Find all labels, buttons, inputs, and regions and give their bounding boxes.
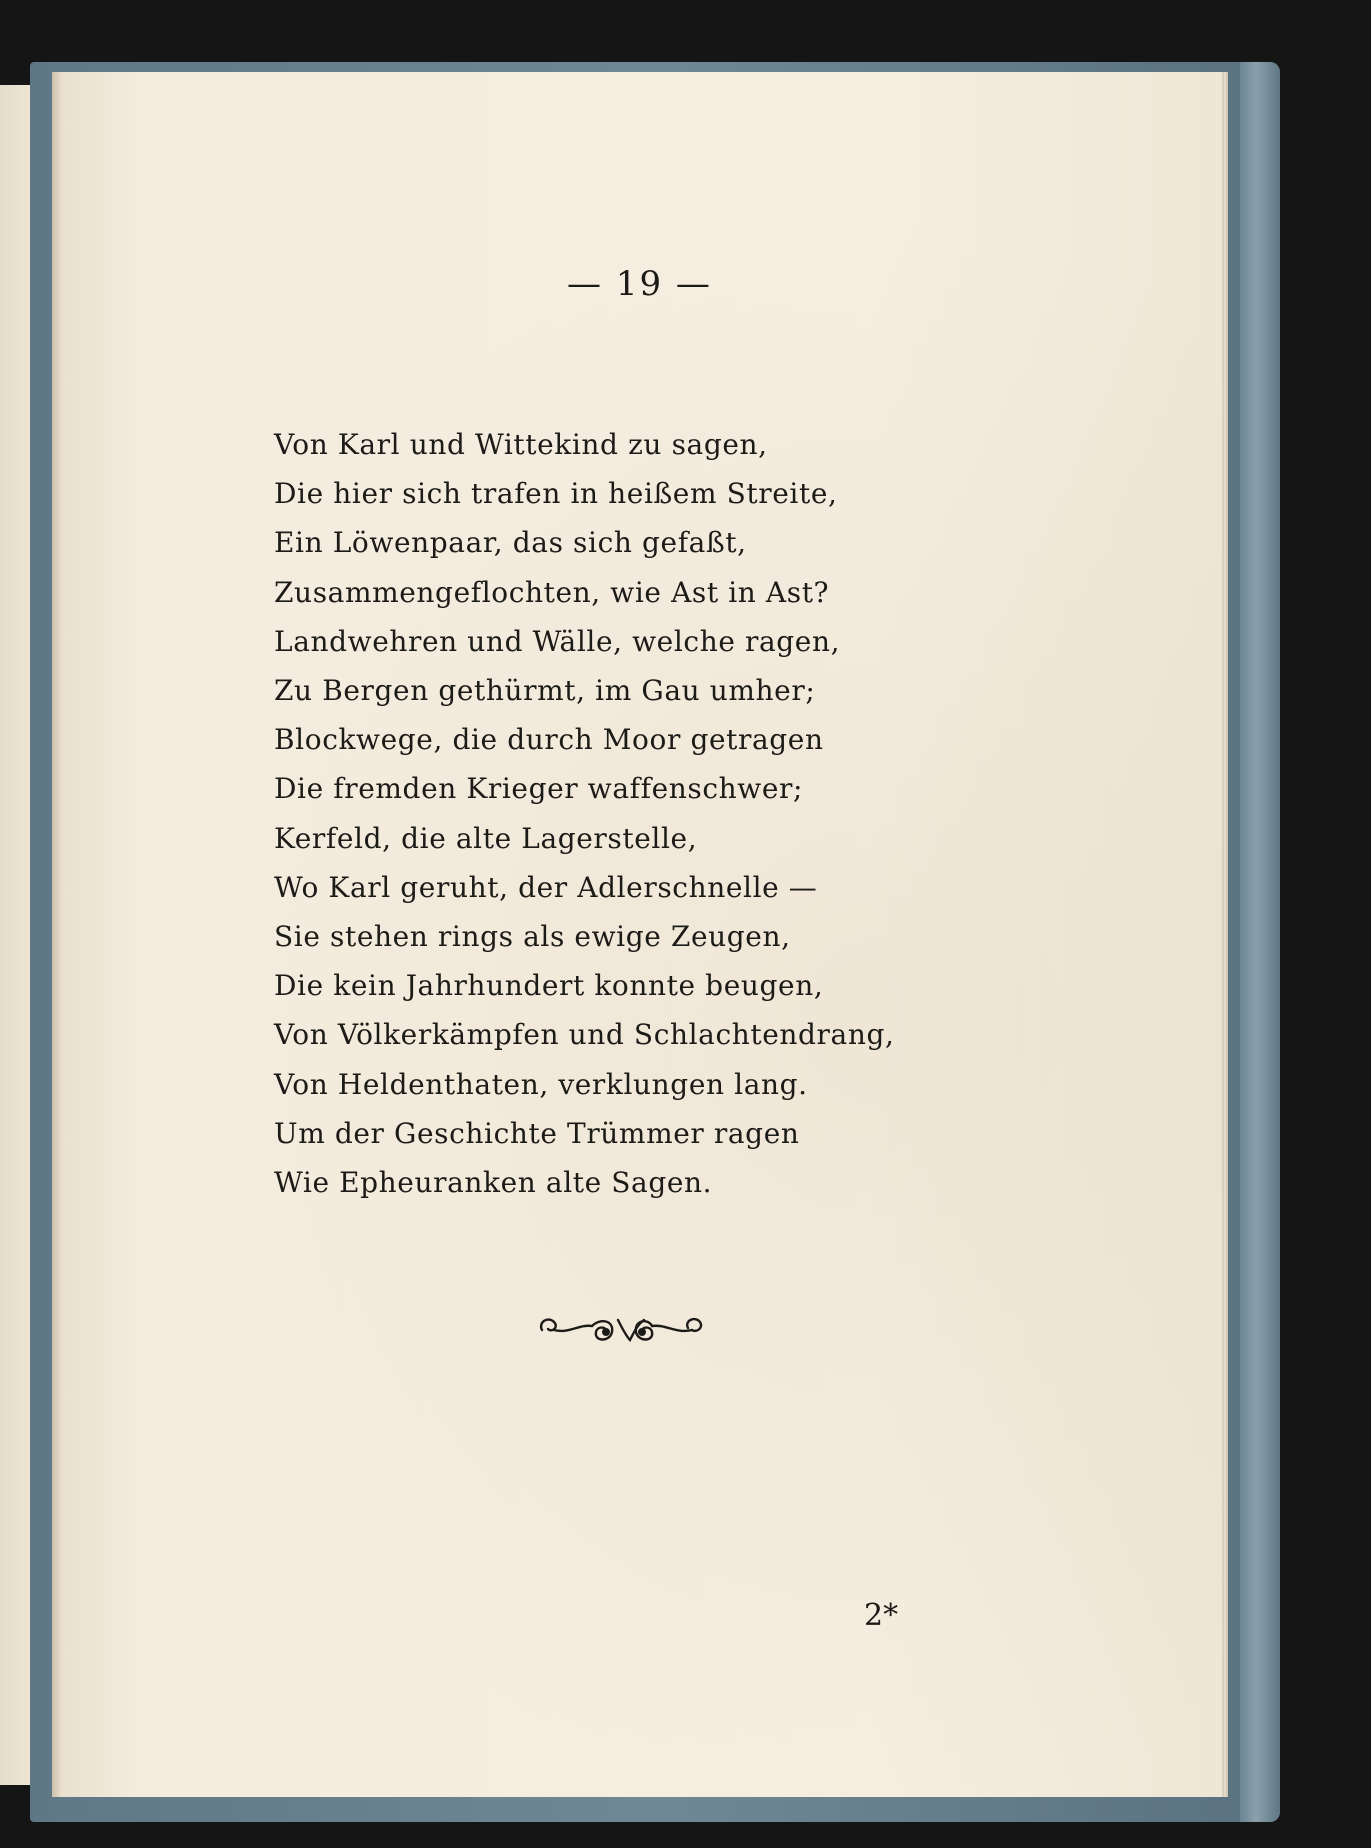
poem-line: Landwehren und Wälle, welche ragen,	[274, 624, 841, 658]
right-page	[52, 72, 1222, 1797]
poem-line: Um der Geschichte Trümmer ragen	[274, 1116, 800, 1150]
poem-line: Kerfeld, die alte Lagerstelle,	[274, 821, 698, 855]
signature-mark: 2*	[864, 1598, 899, 1633]
poem-line: Wo Karl geruht, der Adlerschnelle —	[274, 870, 818, 904]
poem-line: Zu Bergen gethürmt, im Gau umher;	[274, 674, 816, 708]
poem-line: Die fremden Krieger waffenschwer;	[274, 772, 804, 806]
poem-line: Blockwege, die durch Moor getragen	[274, 723, 824, 757]
poem-line: Die kein Jahrhundert konnte beugen,	[274, 969, 824, 1003]
poem-line: Sie stehen rings als ewige Zeugen,	[274, 920, 791, 954]
poem-line: Von Völkerkämpfen und Schlachtendrang,	[274, 1018, 895, 1052]
poem-line: Zusammengeflochten, wie Ast in Ast?	[274, 575, 830, 609]
fleuron-ornament-icon	[534, 1302, 714, 1352]
poem-line: Wie Epheuranken alte Sagen.	[274, 1166, 713, 1200]
poem-line: Von Karl und Wittekind zu sagen,	[274, 428, 768, 461]
poem-line: Die hier sich trafen in heißem Streite,	[274, 477, 838, 511]
gutter-shadow	[52, 72, 62, 1797]
poem-line: Von Heldenthaten, verklungen lang.	[274, 1067, 808, 1101]
poem-line: Ein Löwenpaar, das sich gefaßt,	[274, 526, 747, 560]
cover-edge	[1240, 62, 1280, 1822]
page-number: — 19 —	[567, 264, 712, 304]
poem-text	[274, 420, 1094, 1207]
